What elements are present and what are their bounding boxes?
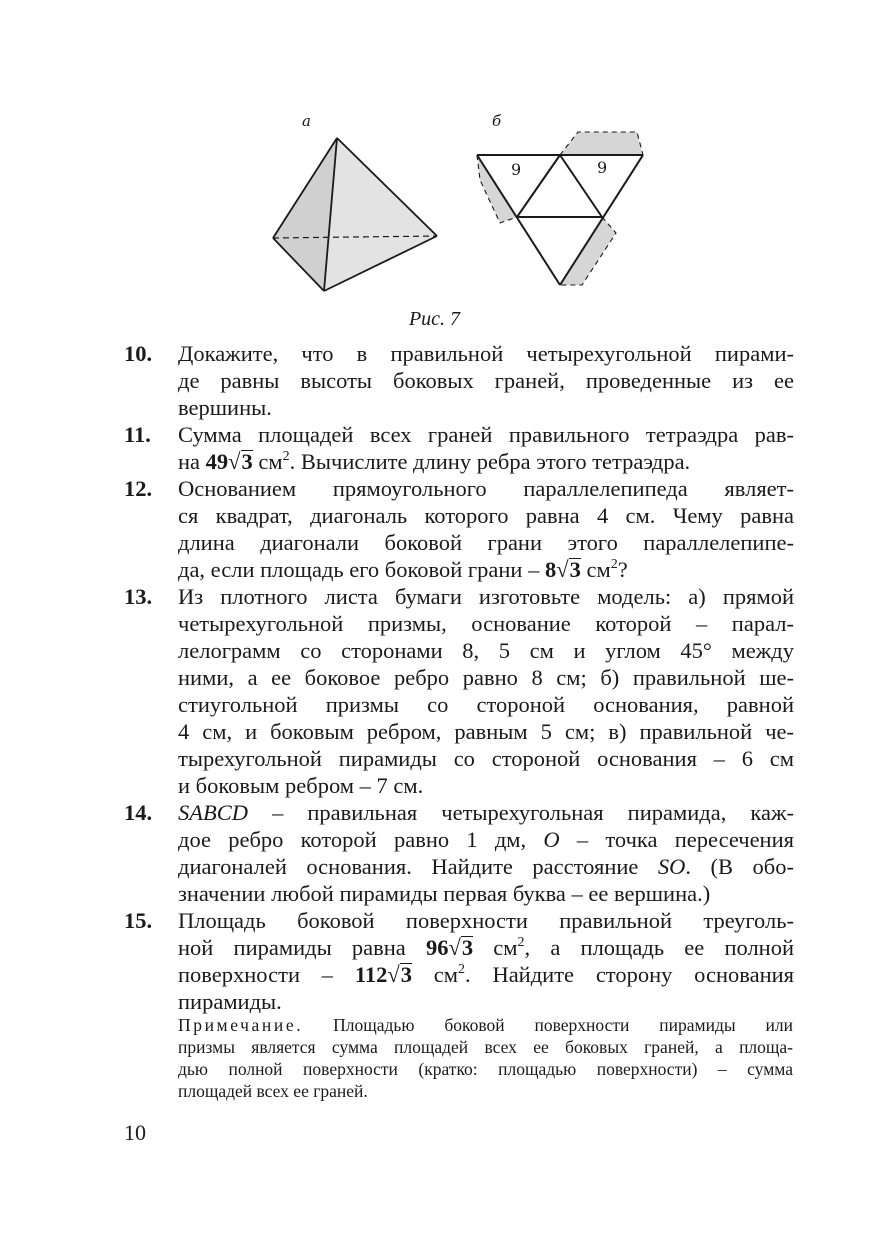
problem-number: 11. <box>124 422 151 447</box>
math-coefficient: 49 <box>205 449 229 474</box>
problem-number: 12. <box>124 476 153 501</box>
tetrahedron-drawing <box>273 138 437 291</box>
note-title: Примечание. <box>178 1015 304 1035</box>
problem-text-line <box>178 799 794 826</box>
problem-text-line: стиугольной призмы со стороной основания, равной <box>178 692 794 717</box>
text-fragment: ? <box>617 557 628 582</box>
net-face-label-1: 9 <box>511 160 522 179</box>
exponent: 2 <box>517 935 525 950</box>
problem-text-line <box>178 556 794 583</box>
text-fragment: . Вычислите длину ребра этого тетраэдра. <box>289 449 691 474</box>
note-line <box>178 1014 793 1036</box>
segment-name: SO <box>657 854 686 879</box>
problem-list <box>124 340 794 1015</box>
note-line: дью полной поверхности (кратко: площадью поверхности) – сумма <box>178 1059 793 1079</box>
problem-text-line: 4 см, и боковым ребром, равным 5 см; в) правильной че- <box>178 719 794 744</box>
figure-label-b: б <box>492 112 502 130</box>
math-coefficient: 8 <box>544 557 557 582</box>
figure-7 <box>0 100 869 340</box>
problem-text-line: вершины. <box>178 395 272 420</box>
unit: см <box>493 935 518 960</box>
tetrahedron-net-drawing <box>477 132 643 285</box>
problem-number: 13. <box>124 584 153 609</box>
text-fragment: дое ребро которой равно 1 дм, <box>178 827 544 852</box>
math-radicand: 3 <box>461 935 474 960</box>
unit: см <box>586 557 611 582</box>
problem-text-line: де равны высоты боковых граней, проведенные из ее <box>178 368 794 393</box>
problem-text-line: Из плотного листа бумаги изготовьте модель: а) прямой <box>178 584 794 609</box>
text-fragment: . Найдите сторону основания <box>465 962 795 987</box>
text-fragment: , а площадь ее полной <box>524 935 794 960</box>
sqrt-icon: √ <box>556 557 569 582</box>
unit: см <box>258 449 283 474</box>
math-coefficient: 96 <box>425 935 449 960</box>
problem-text-line <box>178 448 794 475</box>
problem-text-line <box>178 826 794 853</box>
sqrt-icon: √ <box>448 935 461 960</box>
sqrt-icon: √ <box>387 962 400 987</box>
text-fragment: Площадью боковой поверхности пирамиды или <box>303 1015 793 1035</box>
problem-15 <box>124 907 794 1015</box>
text-fragment: да, если площадь его боковой грани – <box>178 557 540 582</box>
exponent: 2 <box>610 557 618 572</box>
problem-number: 10. <box>124 341 153 366</box>
problem-text-line <box>178 961 794 988</box>
problem-text-line: Площадь боковой поверхности правильной треуголь- <box>178 908 794 933</box>
problem-13 <box>124 583 794 799</box>
problem-text-line: и боковым ребром – 7 см. <box>178 773 424 798</box>
text-fragment: – точка пересечения <box>559 827 794 852</box>
text-fragment: поверхности – <box>178 962 334 987</box>
net-face-label-2: 9 <box>597 158 608 177</box>
problem-number: 15. <box>124 908 153 933</box>
problem-text-line: Сумма площадей всех граней правильного тетраэдра рав- <box>178 422 794 447</box>
math-radicand: 3 <box>569 557 581 582</box>
pyramid-name: SABCD <box>178 800 248 825</box>
text-fragment: ной пирамиды равна <box>178 935 406 960</box>
problem-text-line: тырехугольной пирамиды со стороной основания – 6 см <box>178 746 794 771</box>
unit: см <box>433 962 459 987</box>
problem-12 <box>124 475 794 583</box>
figure-drawing <box>0 130 869 330</box>
problem-text-line <box>178 853 794 880</box>
note-line: площадей всех ее граней. <box>178 1081 368 1101</box>
page-number: 10 <box>124 1120 146 1145</box>
problem-number: 14. <box>124 800 153 825</box>
text-fragment: диагоналей основания. Найдите расстояние <box>178 854 658 879</box>
text-fragment: на <box>178 449 201 474</box>
problem-text-line: ними, а ее боковое ребро равно 8 см; б) правильной ше- <box>178 665 794 690</box>
sqrt-icon: √ <box>228 449 241 474</box>
point-name: O <box>543 827 560 852</box>
problem-text-line: пирамиды. <box>178 989 282 1014</box>
exponent: 2 <box>282 449 290 464</box>
problem-14 <box>124 799 794 907</box>
text-fragment: – правильная четырехугольная пирамида, каж- <box>248 800 794 825</box>
figure-caption: Рис. 7 <box>408 308 461 330</box>
problem-10 <box>124 340 794 421</box>
figure-label-a: а <box>302 112 311 130</box>
note-line: призмы является сумма площадей всех ее боковых граней, а площа- <box>178 1037 793 1057</box>
problem-text-line: лелограмм со сторонами 8, 5 см и углом 45° между <box>178 638 794 663</box>
math-coefficient: 112 <box>354 962 388 987</box>
problem-text-line <box>178 934 794 961</box>
note-block <box>178 1014 793 1102</box>
problem-11 <box>124 421 794 475</box>
exponent: 2 <box>458 962 466 977</box>
problem-text-line: четырехугольной призмы, основание которой – парал- <box>178 611 794 636</box>
math-radicand: 3 <box>400 962 412 987</box>
text-fragment: . (В обо- <box>685 854 794 879</box>
problem-text-line: Докажите, что в правильной четырехугольной пирами- <box>178 341 794 366</box>
problem-text-line: значении любой пирамиды первая буква – ее вершина.) <box>178 881 711 906</box>
problem-text-line: Основанием прямоугольного параллелепипеда являет- <box>178 476 794 501</box>
problem-text-line: длина диагонали боковой грани этого параллелепипе- <box>178 530 794 555</box>
math-radicand: 3 <box>241 449 253 474</box>
problem-text-line: ся квадрат, диагональ которого равна 4 см. Чему равна <box>178 503 794 528</box>
